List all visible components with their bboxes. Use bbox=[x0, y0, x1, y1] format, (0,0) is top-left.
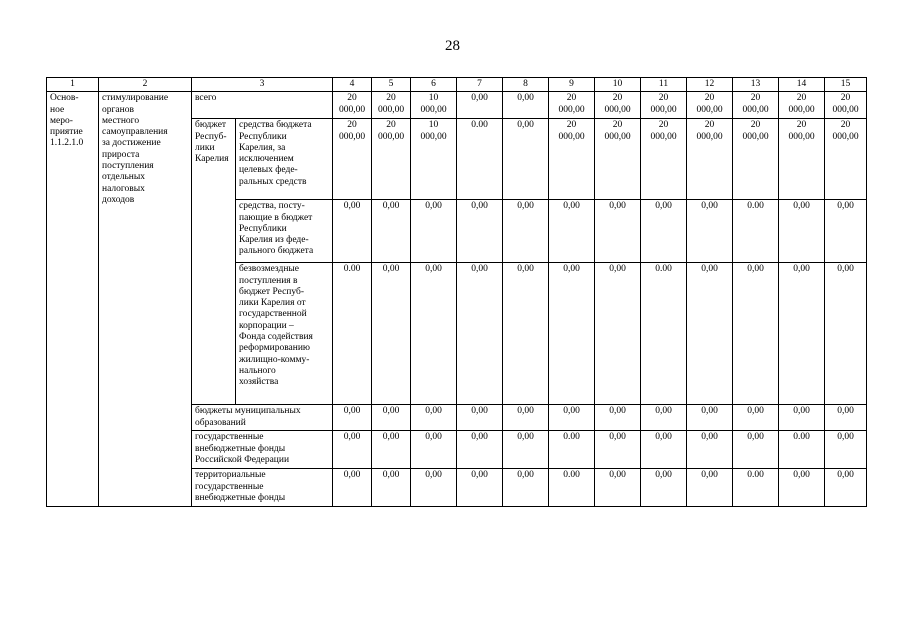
value-cell: 0,00 bbox=[503, 263, 549, 405]
value-cell: 0,00 bbox=[333, 200, 372, 263]
header-cell: 13 bbox=[733, 78, 779, 92]
value-cell: 0,00 bbox=[372, 469, 411, 507]
source-label-cell: всего bbox=[192, 92, 333, 119]
header-cell: 7 bbox=[457, 78, 503, 92]
source-label-cell: средства бюджета Республики Карелия, за исключением целевых феде- ральных средств bbox=[236, 119, 333, 200]
header-row bbox=[47, 78, 867, 92]
value-cell: 0,00 bbox=[411, 200, 457, 263]
source-label-cell: средства, посту- пающие в бюджет Республики Карелия из феде- рального бюджета bbox=[236, 200, 333, 263]
value-cell: 0.00 bbox=[733, 469, 779, 507]
header-cell: 9 bbox=[549, 78, 595, 92]
measure-name-cell: стимулирование органов местного самоуправления за достижение прироста поступления отдельных налоговых доходов bbox=[99, 92, 192, 507]
value-cell: 0,00 bbox=[411, 405, 457, 431]
value-cell: 0,00 bbox=[641, 200, 687, 263]
value-cell: 0,00 bbox=[595, 405, 641, 431]
header-cell: 8 bbox=[503, 78, 549, 92]
value-cell: 0,00 bbox=[549, 405, 595, 431]
value-cell: 20 000,00 bbox=[595, 119, 641, 200]
value-cell: 0,00 bbox=[333, 431, 372, 469]
value-cell: 0,00 bbox=[503, 469, 549, 507]
value-cell: 20 000,00 bbox=[733, 119, 779, 200]
value-cell: 20 000,00 bbox=[825, 92, 867, 119]
header-cell: 1 bbox=[47, 78, 99, 92]
value-cell: 0,00 bbox=[779, 469, 825, 507]
value-cell: 0,00 bbox=[687, 263, 733, 405]
value-cell: 0,00 bbox=[825, 200, 867, 263]
value-cell: 0,00 bbox=[779, 405, 825, 431]
value-cell: 0,00 bbox=[825, 263, 867, 405]
source-label-cell: безвозмездные поступления в бюджет Респуб- лики Карелия от государственной корпорации – Фонда содействия реформированию жилищно-комму- нального хозяйства bbox=[236, 263, 333, 405]
page-number: 28 bbox=[445, 38, 460, 54]
budget-table bbox=[46, 77, 867, 507]
value-cell: 20 000,00 bbox=[641, 92, 687, 119]
value-cell: 0,00 bbox=[641, 405, 687, 431]
value-cell: 10 000,00 bbox=[411, 92, 457, 119]
value-cell: 0,00 bbox=[595, 263, 641, 405]
value-cell: 20 000,00 bbox=[641, 119, 687, 200]
value-cell: 0,00 bbox=[779, 200, 825, 263]
value-cell: 0,00 bbox=[825, 469, 867, 507]
value-cell: 0,00 bbox=[549, 263, 595, 405]
value-cell: 0.00 bbox=[641, 263, 687, 405]
value-cell: 0,00 bbox=[687, 431, 733, 469]
value-cell: 0,00 bbox=[457, 92, 503, 119]
header-cell: 11 bbox=[641, 78, 687, 92]
source-group-cell: бюджет Респуб- лики Карелия bbox=[192, 119, 236, 405]
header-cell: 12 bbox=[687, 78, 733, 92]
value-cell: 20 000,00 bbox=[595, 92, 641, 119]
value-cell: 0,00 bbox=[733, 431, 779, 469]
value-cell: 0,00 bbox=[687, 469, 733, 507]
source-label-cell: территориальные государственные внебюджетные фонды bbox=[192, 469, 333, 507]
value-cell: 0,00 bbox=[457, 431, 503, 469]
value-cell: 0.00 bbox=[549, 469, 595, 507]
header-cell: 14 bbox=[779, 78, 825, 92]
value-cell: 0,00 bbox=[733, 263, 779, 405]
value-cell: 0,00 bbox=[457, 405, 503, 431]
source-label-cell: бюджеты муниципальных образований bbox=[192, 405, 333, 431]
value-cell: 0,00 bbox=[503, 119, 549, 200]
value-cell: 0.00 bbox=[457, 119, 503, 200]
value-cell: 0,00 bbox=[411, 469, 457, 507]
value-cell: 0,00 bbox=[411, 431, 457, 469]
value-cell: 0.00 bbox=[779, 431, 825, 469]
source-label-cell: государственные внебюджетные фонды Российской Федерации bbox=[192, 431, 333, 469]
value-cell: 0,00 bbox=[457, 263, 503, 405]
value-cell: 0,00 bbox=[595, 431, 641, 469]
value-cell: 20 000,00 bbox=[687, 92, 733, 119]
value-cell: 0,00 bbox=[641, 431, 687, 469]
value-cell: 20 000,00 bbox=[549, 92, 595, 119]
value-cell: 0,00 bbox=[825, 431, 867, 469]
value-cell: 20 000,00 bbox=[549, 119, 595, 200]
value-cell: 0,00 bbox=[503, 431, 549, 469]
value-cell: 0,00 bbox=[733, 405, 779, 431]
value-cell: 20 000,00 bbox=[372, 92, 411, 119]
value-cell: 0.00 bbox=[549, 431, 595, 469]
value-cell: 20 000,00 bbox=[733, 92, 779, 119]
value-cell: 0,00 bbox=[372, 431, 411, 469]
value-cell: 0,00 bbox=[825, 405, 867, 431]
table-body bbox=[47, 92, 867, 507]
value-cell: 0,00 bbox=[687, 200, 733, 263]
header-cell: 10 bbox=[595, 78, 641, 92]
value-cell: 0,00 bbox=[549, 200, 595, 263]
value-cell: 0,00 bbox=[503, 92, 549, 119]
value-cell: 0,00 bbox=[333, 469, 372, 507]
value-cell: 20 000,00 bbox=[687, 119, 733, 200]
header-cell: 2 bbox=[99, 78, 192, 92]
value-cell: 20 000,00 bbox=[825, 119, 867, 200]
value-cell: 0,00 bbox=[641, 469, 687, 507]
value-cell: 0,00 bbox=[333, 405, 372, 431]
value-cell: 0,00 bbox=[372, 200, 411, 263]
measure-code-cell: Основ- ное меро- приятие 1.1.2.1.0 bbox=[47, 92, 99, 507]
value-cell: 10 000,00 bbox=[411, 119, 457, 200]
value-cell: 0,00 bbox=[457, 200, 503, 263]
value-cell: 0.00 bbox=[333, 263, 372, 405]
header-cell: 3 bbox=[192, 78, 333, 92]
header-cell: 5 bbox=[372, 78, 411, 92]
value-cell: 20 000,00 bbox=[333, 92, 372, 119]
value-cell: 0,00 bbox=[595, 469, 641, 507]
value-cell: 0,00 bbox=[503, 200, 549, 263]
value-cell: 20 000,00 bbox=[372, 119, 411, 200]
value-cell: 0,00 bbox=[595, 200, 641, 263]
header-cell: 6 bbox=[411, 78, 457, 92]
value-cell: 0,00 bbox=[779, 263, 825, 405]
value-cell: 0,00 bbox=[503, 405, 549, 431]
value-cell: 20 000,00 bbox=[779, 92, 825, 119]
value-cell: 20 000,00 bbox=[333, 119, 372, 200]
value-cell: 0,00 bbox=[411, 263, 457, 405]
value-cell: 0,00 bbox=[687, 405, 733, 431]
header-cell: 4 bbox=[333, 78, 372, 92]
value-cell: 20 000,00 bbox=[779, 119, 825, 200]
value-cell: 0.00 bbox=[733, 200, 779, 263]
header-cell: 15 bbox=[825, 78, 867, 92]
value-cell: 0,00 bbox=[372, 263, 411, 405]
table-row bbox=[47, 92, 867, 119]
value-cell: 0,00 bbox=[457, 469, 503, 507]
value-cell: 0,00 bbox=[372, 405, 411, 431]
